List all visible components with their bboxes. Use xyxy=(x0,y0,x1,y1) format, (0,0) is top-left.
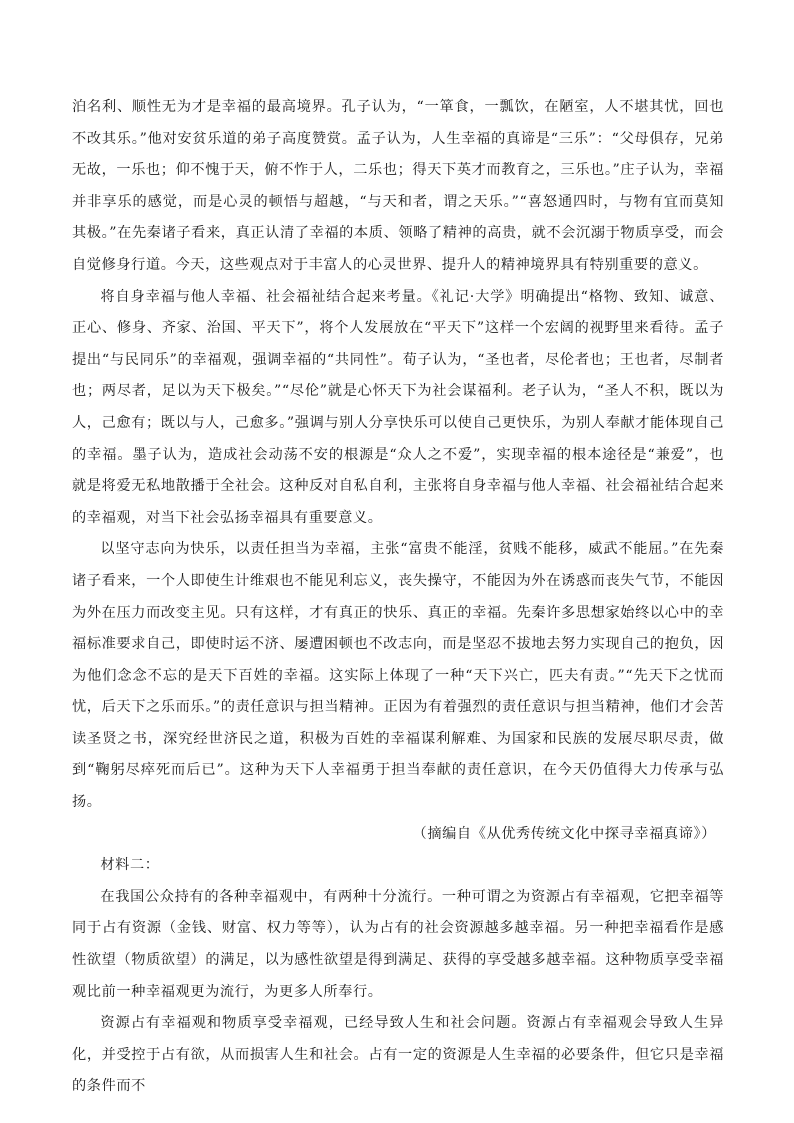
document-page xyxy=(72,92,724,1103)
material-two-label: 材料二： xyxy=(100,857,160,874)
material-one-paragraph-3: 以坚守志向为快乐，以责任担当为幸福，主张“富贵不能淫，贫贱不能移，威武不能屈。”在先秦诸子看来，一个人即使生计维艰也不能见利忘义，丧失操守，不能因为外在诱惑而丧失气节，不能因为外在压力而改变主见。只有这样，才有真正的快乐、真正的幸福。先秦许多思想家始终以心中的幸福标准要求自己，即使时运不济、屡遭困顿也不改志向，而是坚忍不拔地去努力实现自己的抱负，因为他们念念不忘的是天下百姓的幸福。这实际上体现了一种“天下兴亡，匹夫有责。”“先天下之忧而忧，后天下之乐而乐。”的责任意识与担当精神。正因为有着强烈的责任意识与担当精神，他们才会苦读圣贤之书，深究经世济民之道，积极为百姓的幸福谋利解难、为国家和民族的发展尽职尽责，做到“鞠躬尽瘁死而后已”。这种为天下人幸福勇于担当奉献的责任意识，在今天仍值得大力传承与弘扬。 xyxy=(72,541,724,811)
material-one-paragraph-1: 泊名利、顺性无为才是幸福的最高境界。孔子认为，“一箪食，一瓢饮，在陋室，人不堪其忧，回也不改其乐。”他对安贫乐道的弟子高度赞赏。孟子认为，人生幸福的真谛是“三乐”：“父母俱存，兄弟无故，一乐也；仰不愧于天，俯不怍于人，二乐也；得天下英才而教育之，三乐也。”庄子认为，幸福并非享乐的感觉，而是心灵的顿悟与超越，“与天和者，谓之天乐。”“喜怒通四时，与物有宜而莫知其极。”在先秦诸子看来，真正认清了幸福的本质、领略了精神的高贵，就不会沉溺于物质享受，而会自觉修身行道。今天，这些观点对于丰富人的心灵世界、提升人的精神境界具有特别重要的意义。 xyxy=(72,99,724,273)
material-two-paragraph-1: 在我国公众持有的各种幸福观中，有两种十分流行。一种可谓之为资源占有幸福观，它把幸福等同于占有资源（金钱、财富、权力等等），认为占有的社会资源越多越幸福。另一种把幸福看作是感性欲望（物质欲望）的满足，以为感性欲望是得到满足、获得的享受越多越幸福。这种物质享受幸福观比前一种幸福观更为流行，为更多人所奉行。 xyxy=(72,888,724,1000)
material-one-paragraph-2: 将自身幸福与他人幸福、社会福祉结合起来考量。《礼记·大学》明确提出“格物、致知、诚意、正心、修身、齐家、治国、平天下”，将个人发展放在“平天下”这样一个宏阔的视野里来看待。孟子提出“与民同乐”的幸福观，强调幸福的“共同性”。荀子认为，“圣也者，尽伦者也；王也者，尽制者也；两尽者，足以为天下极矣。”“尽伦”就是心怀天下为社会谋福利。老子认为，“圣人不积，既以为人，己愈有；既以与人，己愈多。”强调与别人分享快乐可以使自己更快乐，为别人奉献才能体现自己的幸福。墨子认为，造成社会动荡不安的根源是“众人之不爱”，实现幸福的根本途径是“兼爱”，也就是将爱无私地散播于全社会。这种反对自私自利，主张将自身幸福与他人幸福、社会福祉结合起来的幸福观，对当下社会弘扬幸福具有重要意义。 xyxy=(72,288,724,526)
material-two-paragraph-2: 资源占有幸福观和物质享受幸福观，已经导致人生和社会问题。资源占有幸福观会导致人生异化，并受控于占有欲，从而损害人生和社会。占有一定的资源是人生幸福的必要条件，但它只是幸福的条件而不 xyxy=(72,1015,724,1095)
material-one-source: （摘编自《从优秀传统文化中探寻幸福真谛》） xyxy=(412,825,716,842)
